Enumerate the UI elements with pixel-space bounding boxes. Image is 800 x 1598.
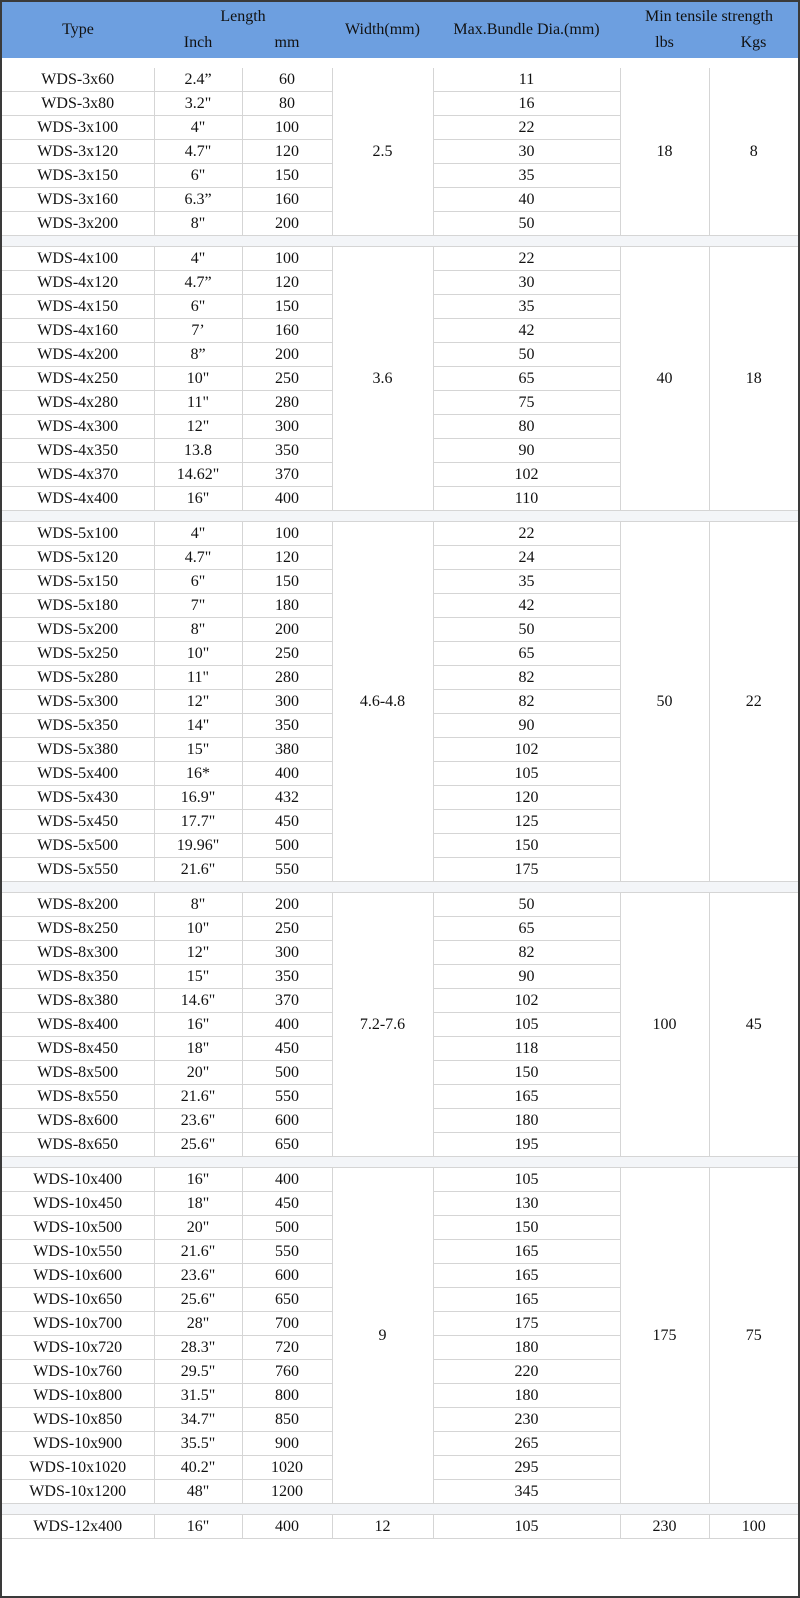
- mm-cell: 250: [242, 367, 332, 391]
- bundle-dia-cell: 82: [433, 690, 620, 714]
- type-cell: WDS-4x370: [2, 463, 154, 487]
- group-separator-cell: [2, 511, 798, 522]
- mm-cell: 100: [242, 522, 332, 546]
- bundle-dia-cell: 80: [433, 415, 620, 439]
- type-cell: WDS-5x500: [2, 834, 154, 858]
- mm-cell: 432: [242, 786, 332, 810]
- mm-cell: 400: [242, 1515, 332, 1539]
- type-cell: WDS-10x600: [2, 1264, 154, 1288]
- bundle-dia-cell: 65: [433, 367, 620, 391]
- bundle-dia-cell: 22: [433, 522, 620, 546]
- inch-cell: 7’: [154, 319, 242, 343]
- inch-cell: 11": [154, 391, 242, 415]
- type-cell: WDS-5x250: [2, 642, 154, 666]
- type-cell: WDS-4x350: [2, 439, 154, 463]
- type-cell: WDS-10x720: [2, 1336, 154, 1360]
- mm-cell: 500: [242, 834, 332, 858]
- mm-cell: 550: [242, 1240, 332, 1264]
- kgs-cell: 22: [709, 522, 798, 882]
- bundle-dia-cell: 22: [433, 116, 620, 140]
- inch-cell: 18": [154, 1192, 242, 1216]
- inch-cell: 10": [154, 642, 242, 666]
- inch-cell: 4.7”: [154, 271, 242, 295]
- type-cell: WDS-3x60: [2, 68, 154, 92]
- bundle-dia-cell: 105: [433, 1515, 620, 1539]
- inch-cell: 6": [154, 570, 242, 594]
- mm-cell: 350: [242, 714, 332, 738]
- table-header: [2, 2, 798, 58]
- bundle-dia-cell: 150: [433, 1061, 620, 1085]
- inch-cell: 16*: [154, 762, 242, 786]
- width-cell: 3.6: [332, 247, 433, 511]
- inch-cell: 20": [154, 1216, 242, 1240]
- bundle-dia-cell: 65: [433, 642, 620, 666]
- type-cell: WDS-4x150: [2, 295, 154, 319]
- bundle-dia-cell: 125: [433, 810, 620, 834]
- mm-cell: 450: [242, 810, 332, 834]
- inch-cell: 8": [154, 618, 242, 642]
- bundle-dia-cell: 165: [433, 1085, 620, 1109]
- mm-cell: 300: [242, 941, 332, 965]
- bundle-dia-cell: 345: [433, 1480, 620, 1504]
- type-cell: WDS-8x450: [2, 1037, 154, 1061]
- type-cell: WDS-10x800: [2, 1384, 154, 1408]
- header-kgs: Kgs: [740, 34, 767, 51]
- mm-cell: 900: [242, 1432, 332, 1456]
- mm-cell: 120: [242, 271, 332, 295]
- type-cell: WDS-10x760: [2, 1360, 154, 1384]
- type-cell: WDS-8x500: [2, 1061, 154, 1085]
- lbs-cell: 175: [620, 1168, 709, 1504]
- inch-cell: 20": [154, 1061, 242, 1085]
- mm-cell: 160: [242, 188, 332, 212]
- type-cell: WDS-10x1020: [2, 1456, 154, 1480]
- type-cell: WDS-5x380: [2, 738, 154, 762]
- header-inch: Inch: [183, 34, 213, 51]
- inch-cell: 21.6": [154, 1240, 242, 1264]
- group-separator-cell: [2, 882, 798, 893]
- inch-cell: 10": [154, 917, 242, 941]
- bundle-dia-cell: 30: [433, 140, 620, 164]
- mm-cell: 150: [242, 570, 332, 594]
- lbs-cell: 230: [620, 1515, 709, 1539]
- inch-cell: 4.7": [154, 140, 242, 164]
- bundle-dia-cell: 42: [433, 594, 620, 618]
- width-cell: 9: [332, 1168, 433, 1504]
- type-cell: WDS-8x650: [2, 1133, 154, 1157]
- kgs-cell: 75: [709, 1168, 798, 1504]
- type-cell: WDS-8x300: [2, 941, 154, 965]
- bundle-dia-cell: 22: [433, 247, 620, 271]
- mm-cell: 120: [242, 546, 332, 570]
- group-separator-cell: [2, 1504, 798, 1515]
- header-type: Type: [62, 21, 94, 38]
- bundle-dia-cell: 75: [433, 391, 620, 415]
- mm-cell: 1200: [242, 1480, 332, 1504]
- mm-cell: 650: [242, 1288, 332, 1312]
- kgs-cell: 18: [709, 247, 798, 511]
- type-cell: WDS-3x150: [2, 164, 154, 188]
- bundle-dia-cell: 180: [433, 1109, 620, 1133]
- type-cell: WDS-10x650: [2, 1288, 154, 1312]
- bundle-dia-cell: 82: [433, 941, 620, 965]
- inch-cell: 35.5": [154, 1432, 242, 1456]
- bundle-dia-cell: 295: [433, 1456, 620, 1480]
- type-cell: WDS-5x430: [2, 786, 154, 810]
- inch-cell: 4": [154, 522, 242, 546]
- type-cell: WDS-8x550: [2, 1085, 154, 1109]
- table-row: [2, 522, 798, 546]
- type-cell: WDS-8x350: [2, 965, 154, 989]
- inch-cell: 4.7": [154, 546, 242, 570]
- bundle-dia-cell: 35: [433, 570, 620, 594]
- type-cell: WDS-12x400: [2, 1515, 154, 1539]
- mm-cell: 370: [242, 463, 332, 487]
- kgs-cell: 100: [709, 1515, 798, 1539]
- inch-cell: 4": [154, 247, 242, 271]
- mm-cell: 200: [242, 343, 332, 367]
- bundle-dia-cell: 42: [433, 319, 620, 343]
- table-row: [2, 247, 798, 271]
- spec-table: [2, 68, 798, 1539]
- inch-cell: 10": [154, 367, 242, 391]
- type-cell: WDS-10x900: [2, 1432, 154, 1456]
- mm-cell: 350: [242, 965, 332, 989]
- header-lbs: lbs: [655, 34, 674, 51]
- mm-cell: 250: [242, 642, 332, 666]
- type-cell: WDS-8x250: [2, 917, 154, 941]
- group-separator: [2, 236, 798, 247]
- header-tensile: Min tensile strength: [645, 8, 773, 25]
- inch-cell: 16.9": [154, 786, 242, 810]
- header-mm: mm: [274, 34, 300, 51]
- mm-cell: 250: [242, 917, 332, 941]
- lbs-cell: 18: [620, 68, 709, 236]
- bundle-dia-cell: 110: [433, 487, 620, 511]
- header-bundle-dia: Max.Bundle Dia.(mm): [453, 21, 600, 38]
- type-cell: WDS-10x400: [2, 1168, 154, 1192]
- bundle-dia-cell: 105: [433, 1013, 620, 1037]
- group-separator-cell: [2, 1157, 798, 1168]
- bundle-dia-cell: 90: [433, 439, 620, 463]
- mm-cell: 500: [242, 1216, 332, 1240]
- bundle-dia-cell: 24: [433, 546, 620, 570]
- width-cell: 2.5: [332, 68, 433, 236]
- bundle-dia-cell: 11: [433, 68, 620, 92]
- bundle-dia-cell: 50: [433, 893, 620, 917]
- type-cell: WDS-3x160: [2, 188, 154, 212]
- mm-cell: 100: [242, 116, 332, 140]
- mm-cell: 300: [242, 690, 332, 714]
- type-cell: WDS-5x150: [2, 570, 154, 594]
- bundle-dia-cell: 40: [433, 188, 620, 212]
- mm-cell: 150: [242, 164, 332, 188]
- inch-cell: 25.6": [154, 1133, 242, 1157]
- type-cell: WDS-3x200: [2, 212, 154, 236]
- type-cell: WDS-10x850: [2, 1408, 154, 1432]
- bundle-dia-cell: 90: [433, 714, 620, 738]
- type-cell: WDS-5x350: [2, 714, 154, 738]
- type-cell: WDS-4x400: [2, 487, 154, 511]
- bundle-dia-cell: 102: [433, 463, 620, 487]
- inch-cell: 16": [154, 487, 242, 511]
- type-cell: WDS-10x700: [2, 1312, 154, 1336]
- type-cell: WDS-3x120: [2, 140, 154, 164]
- table-row: [2, 68, 798, 92]
- bundle-dia-cell: 195: [433, 1133, 620, 1157]
- bundle-dia-cell: 120: [433, 786, 620, 810]
- inch-cell: 12": [154, 415, 242, 439]
- bundle-dia-cell: 180: [433, 1384, 620, 1408]
- mm-cell: 350: [242, 439, 332, 463]
- mm-cell: 450: [242, 1037, 332, 1061]
- bundle-dia-cell: 150: [433, 834, 620, 858]
- bundle-dia-cell: 105: [433, 1168, 620, 1192]
- inch-cell: 13.8: [154, 439, 242, 463]
- type-cell: WDS-8x380: [2, 989, 154, 1013]
- mm-cell: 550: [242, 1085, 332, 1109]
- type-cell: WDS-10x450: [2, 1192, 154, 1216]
- mm-cell: 400: [242, 1013, 332, 1037]
- bundle-dia-cell: 82: [433, 666, 620, 690]
- mm-cell: 720: [242, 1336, 332, 1360]
- type-cell: WDS-5x300: [2, 690, 154, 714]
- type-cell: WDS-4x250: [2, 367, 154, 391]
- type-cell: WDS-4x280: [2, 391, 154, 415]
- type-cell: WDS-10x500: [2, 1216, 154, 1240]
- inch-cell: 6": [154, 164, 242, 188]
- bundle-dia-cell: 175: [433, 858, 620, 882]
- mm-cell: 120: [242, 140, 332, 164]
- inch-cell: 31.5": [154, 1384, 242, 1408]
- mm-cell: 280: [242, 391, 332, 415]
- kgs-cell: 45: [709, 893, 798, 1157]
- mm-cell: 600: [242, 1264, 332, 1288]
- type-cell: WDS-5x450: [2, 810, 154, 834]
- mm-cell: 400: [242, 1168, 332, 1192]
- bundle-dia-cell: 180: [433, 1336, 620, 1360]
- inch-cell: 25.6": [154, 1288, 242, 1312]
- inch-cell: 21.6": [154, 858, 242, 882]
- type-cell: WDS-10x550: [2, 1240, 154, 1264]
- inch-cell: 8”: [154, 343, 242, 367]
- type-cell: WDS-3x80: [2, 92, 154, 116]
- bundle-dia-cell: 175: [433, 1312, 620, 1336]
- bundle-dia-cell: 50: [433, 618, 620, 642]
- bundle-dia-cell: 102: [433, 989, 620, 1013]
- mm-cell: 180: [242, 594, 332, 618]
- type-cell: WDS-5x100: [2, 522, 154, 546]
- lbs-cell: 50: [620, 522, 709, 882]
- mm-cell: 450: [242, 1192, 332, 1216]
- mm-cell: 700: [242, 1312, 332, 1336]
- mm-cell: 280: [242, 666, 332, 690]
- mm-cell: 850: [242, 1408, 332, 1432]
- width-cell: 4.6-4.8: [332, 522, 433, 882]
- inch-cell: 6": [154, 295, 242, 319]
- bundle-dia-cell: 65: [433, 917, 620, 941]
- group-separator-cell: [2, 236, 798, 247]
- inch-cell: 15": [154, 738, 242, 762]
- type-cell: WDS-4x120: [2, 271, 154, 295]
- bundle-dia-cell: 50: [433, 212, 620, 236]
- inch-cell: 7": [154, 594, 242, 618]
- inch-cell: 19.96": [154, 834, 242, 858]
- inch-cell: 21.6": [154, 1085, 242, 1109]
- inch-cell: 2.4”: [154, 68, 242, 92]
- inch-cell: 18": [154, 1037, 242, 1061]
- mm-cell: 300: [242, 415, 332, 439]
- bundle-dia-cell: 50: [433, 343, 620, 367]
- inch-cell: 3.2": [154, 92, 242, 116]
- type-cell: WDS-4x160: [2, 319, 154, 343]
- type-cell: WDS-4x100: [2, 247, 154, 271]
- group-separator: [2, 511, 798, 522]
- bundle-dia-cell: 130: [433, 1192, 620, 1216]
- mm-cell: 400: [242, 487, 332, 511]
- header-width: Width(mm): [345, 21, 420, 38]
- inch-cell: 16": [154, 1515, 242, 1539]
- mm-cell: 500: [242, 1061, 332, 1085]
- mm-cell: 1020: [242, 1456, 332, 1480]
- inch-cell: 12": [154, 690, 242, 714]
- bundle-dia-cell: 118: [433, 1037, 620, 1061]
- type-cell: WDS-5x550: [2, 858, 154, 882]
- type-cell: WDS-5x120: [2, 546, 154, 570]
- lbs-cell: 100: [620, 893, 709, 1157]
- inch-cell: 17.7": [154, 810, 242, 834]
- bundle-dia-cell: 220: [433, 1360, 620, 1384]
- inch-cell: 11": [154, 666, 242, 690]
- inch-cell: 40.2": [154, 1456, 242, 1480]
- type-cell: WDS-5x280: [2, 666, 154, 690]
- bundle-dia-cell: 30: [433, 271, 620, 295]
- bundle-dia-cell: 35: [433, 164, 620, 188]
- mm-cell: 200: [242, 212, 332, 236]
- inch-cell: 4": [154, 116, 242, 140]
- type-cell: WDS-4x300: [2, 415, 154, 439]
- inch-cell: 29.5": [154, 1360, 242, 1384]
- inch-cell: 14.6": [154, 989, 242, 1013]
- bundle-dia-cell: 150: [433, 1216, 620, 1240]
- type-cell: WDS-3x100: [2, 116, 154, 140]
- type-cell: WDS-8x200: [2, 893, 154, 917]
- bundle-dia-cell: 90: [433, 965, 620, 989]
- inch-cell: 16": [154, 1013, 242, 1037]
- mm-cell: 760: [242, 1360, 332, 1384]
- bundle-dia-cell: 165: [433, 1264, 620, 1288]
- inch-cell: 6.3”: [154, 188, 242, 212]
- bundle-dia-cell: 16: [433, 92, 620, 116]
- type-cell: WDS-5x200: [2, 618, 154, 642]
- table-row: [2, 1515, 798, 1539]
- inch-cell: 23.6": [154, 1264, 242, 1288]
- bundle-dia-cell: 165: [433, 1240, 620, 1264]
- type-cell: WDS-4x200: [2, 343, 154, 367]
- mm-cell: 400: [242, 762, 332, 786]
- group-separator: [2, 882, 798, 893]
- type-cell: WDS-5x400: [2, 762, 154, 786]
- type-cell: WDS-5x180: [2, 594, 154, 618]
- inch-cell: 8": [154, 893, 242, 917]
- bundle-dia-cell: 102: [433, 738, 620, 762]
- width-cell: 12: [332, 1515, 433, 1539]
- inch-cell: 28.3": [154, 1336, 242, 1360]
- inch-cell: 8": [154, 212, 242, 236]
- inch-cell: 23.6": [154, 1109, 242, 1133]
- mm-cell: 370: [242, 989, 332, 1013]
- mm-cell: 160: [242, 319, 332, 343]
- table-row: [2, 893, 798, 917]
- group-separator: [2, 1157, 798, 1168]
- mm-cell: 200: [242, 618, 332, 642]
- kgs-cell: 8: [709, 68, 798, 236]
- header-length: Length: [220, 8, 266, 25]
- bundle-dia-cell: 35: [433, 295, 620, 319]
- inch-cell: 14.62": [154, 463, 242, 487]
- mm-cell: 80: [242, 92, 332, 116]
- mm-cell: 150: [242, 295, 332, 319]
- inch-cell: 12": [154, 941, 242, 965]
- mm-cell: 650: [242, 1133, 332, 1157]
- type-cell: WDS-8x400: [2, 1013, 154, 1037]
- inch-cell: 48": [154, 1480, 242, 1504]
- mm-cell: 100: [242, 247, 332, 271]
- lbs-cell: 40: [620, 247, 709, 511]
- type-cell: WDS-10x1200: [2, 1480, 154, 1504]
- inch-cell: 34.7": [154, 1408, 242, 1432]
- mm-cell: 800: [242, 1384, 332, 1408]
- bundle-dia-cell: 105: [433, 762, 620, 786]
- bundle-dia-cell: 165: [433, 1288, 620, 1312]
- mm-cell: 600: [242, 1109, 332, 1133]
- mm-cell: 380: [242, 738, 332, 762]
- mm-cell: 550: [242, 858, 332, 882]
- type-cell: WDS-8x600: [2, 1109, 154, 1133]
- group-separator: [2, 1504, 798, 1515]
- table-row: [2, 1168, 798, 1192]
- inch-cell: 15": [154, 965, 242, 989]
- inch-cell: 28": [154, 1312, 242, 1336]
- bundle-dia-cell: 265: [433, 1432, 620, 1456]
- inch-cell: 14": [154, 714, 242, 738]
- bundle-dia-cell: 230: [433, 1408, 620, 1432]
- inch-cell: 16": [154, 1168, 242, 1192]
- mm-cell: 200: [242, 893, 332, 917]
- mm-cell: 60: [242, 68, 332, 92]
- width-cell: 7.2-7.6: [332, 893, 433, 1157]
